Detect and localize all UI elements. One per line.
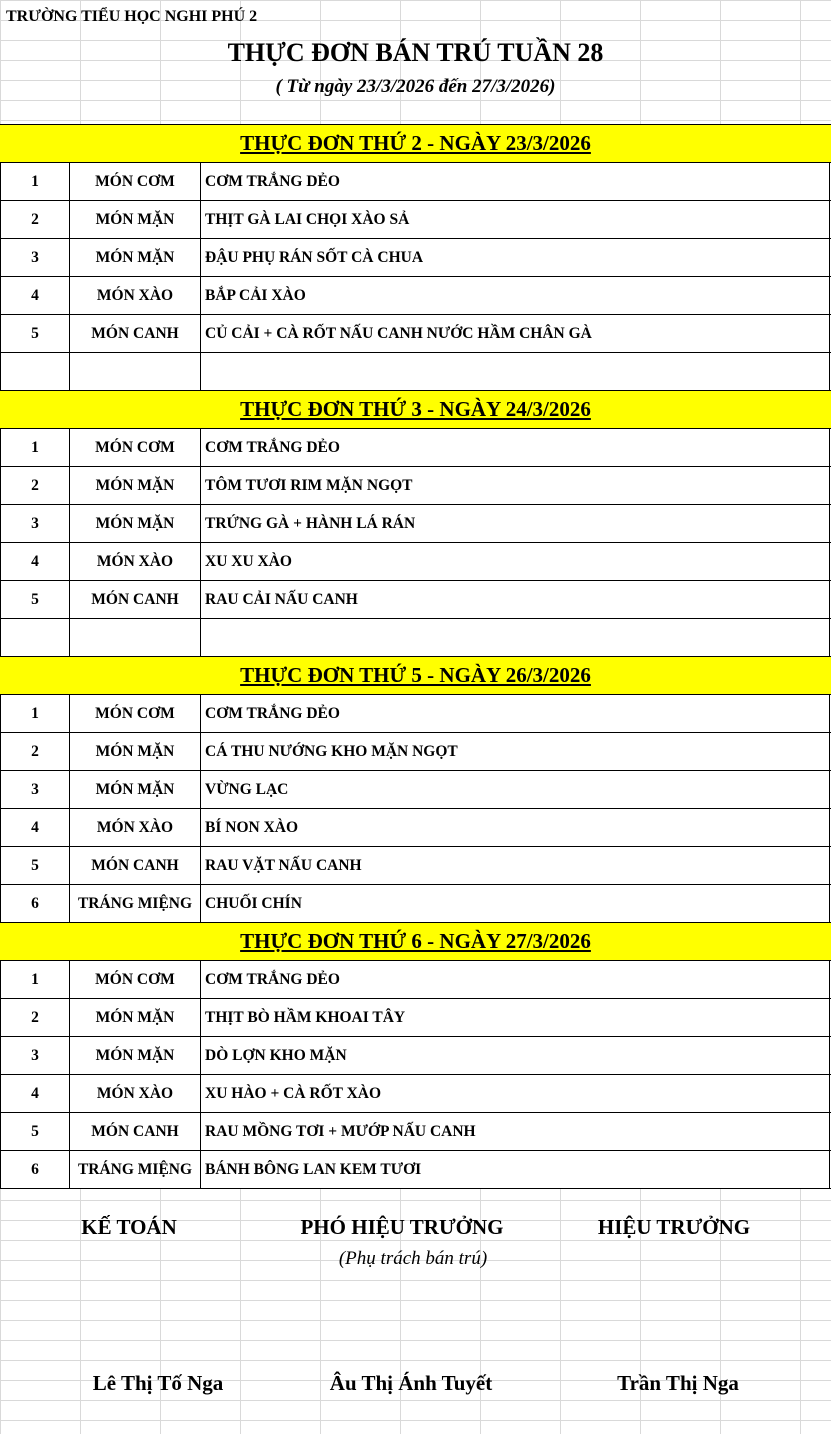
table-row [0, 314, 831, 352]
row-number: 1 [0, 163, 70, 200]
dish-name: RAU MỒNG TƠI + MƯỚP NẤU CANH [201, 1113, 830, 1150]
signature-title-principal: HIỆU TRƯỞNG [597, 1215, 751, 1239]
row-number: 2 [0, 733, 70, 770]
table-row [0, 1074, 831, 1112]
row-number: 2 [0, 999, 70, 1036]
dish-type: MÓN CƠM [70, 163, 201, 200]
dish-type: TRÁNG MIỆNG [70, 1151, 201, 1188]
dish-type: MÓN CƠM [70, 961, 201, 998]
table-row [0, 542, 831, 580]
dish-name: BÍ NON XÀO [201, 809, 830, 846]
row-number: 6 [0, 885, 70, 922]
dish-name: CỦ CẢI + CÀ RỐT NẤU CANH NƯỚC HẦM CHÂN GÀ [201, 315, 830, 352]
dish-name: VỪNG LẠC [201, 771, 830, 808]
row-number: 3 [0, 1037, 70, 1074]
table-row [0, 808, 831, 846]
day-heading: THỰC ĐƠN THỨ 3 - NGÀY 24/3/2026 [0, 390, 831, 428]
table-row [0, 1036, 831, 1074]
signature-name-accountant: Lê Thị Tố Nga [92, 1371, 224, 1395]
dish-type: MÓN CANH [70, 847, 201, 884]
dish-name: CÁ THU NƯỚNG KHO MẶN NGỌT [201, 733, 830, 770]
row-number: 1 [0, 961, 70, 998]
day-heading: THỰC ĐƠN THỨ 5 - NGÀY 26/3/2026 [0, 656, 831, 694]
row-number: 1 [0, 429, 70, 466]
signature-title-accountant: KẾ TOÁN [81, 1215, 177, 1239]
school-name: TRƯỜNG TIỂU HỌC NGHI PHÚ 2 [6, 8, 258, 25]
table-row [0, 428, 831, 466]
table-row [0, 846, 831, 884]
signature-title-vice-principal: PHÓ HIỆU TRƯỞNG [300, 1215, 504, 1239]
date-range-subtitle: ( Từ ngày 23/3/2026 đến 27/3/2026) [275, 76, 556, 97]
row-number: 5 [0, 1113, 70, 1150]
day-heading: THỰC ĐƠN THỨ 6 - NGÀY 27/3/2026 [0, 922, 831, 960]
dish-name [201, 353, 830, 390]
table-row [0, 466, 831, 504]
table-row [0, 694, 831, 732]
dish-name: TÔM TƯƠI RIM MẶN NGỌT [201, 467, 830, 504]
dish-name: RAU VẶT NẤU CANH [201, 847, 830, 884]
menu-table [0, 124, 831, 1189]
row-number: 4 [0, 809, 70, 846]
dish-type: MÓN MẶN [70, 239, 201, 276]
dish-type: MÓN CANH [70, 315, 201, 352]
table-bottom-border [0, 1188, 831, 1189]
row-number: 3 [0, 239, 70, 276]
dish-type: MÓN MẶN [70, 999, 201, 1036]
row-number [0, 353, 70, 390]
dish-name: THỊT GÀ LAI CHỌI XÀO SẢ [201, 201, 830, 238]
dish-name: THỊT BÒ HẦM KHOAI TÂY [201, 999, 830, 1036]
dish-type: MÓN CANH [70, 1113, 201, 1150]
table-row [0, 200, 831, 238]
dish-type: MÓN XÀO [70, 1075, 201, 1112]
dish-type: MÓN CƠM [70, 429, 201, 466]
table-row [0, 162, 831, 200]
row-number: 3 [0, 505, 70, 542]
table-row [0, 504, 831, 542]
dish-type: MÓN XÀO [70, 809, 201, 846]
dish-name [201, 619, 830, 656]
table-row [0, 770, 831, 808]
row-number: 4 [0, 543, 70, 580]
row-number [0, 619, 70, 656]
signature-titles [0, 1215, 831, 1245]
dish-type: MÓN MẶN [70, 733, 201, 770]
dish-type: MÓN MẶN [70, 505, 201, 542]
dish-type: MÓN MẶN [70, 771, 201, 808]
row-number: 5 [0, 847, 70, 884]
dish-name: XU HÀO + CÀ RỐT XÀO [201, 1075, 830, 1112]
dish-name: CƠM TRẮNG DẺO [201, 695, 830, 732]
signature-name-vice-principal: Âu Thị Ánh Tuyết [329, 1371, 493, 1395]
dish-name: DÒ LỢN KHO MẶN [201, 1037, 830, 1074]
table-row [0, 238, 831, 276]
dish-type: TRÁNG MIỆNG [70, 885, 201, 922]
row-number: 6 [0, 1151, 70, 1188]
dish-name: BẮP CẢI XÀO [201, 277, 830, 314]
dish-type: MÓN XÀO [70, 543, 201, 580]
dish-type [70, 619, 201, 656]
dish-type: MÓN MẶN [70, 201, 201, 238]
dish-name: CƠM TRẮNG DẺO [201, 429, 830, 466]
dish-type: MÓN MẶN [70, 467, 201, 504]
row-number: 5 [0, 581, 70, 618]
dish-type: MÓN CƠM [70, 695, 201, 732]
table-row [0, 998, 831, 1036]
dish-type: MÓN MẶN [70, 1037, 201, 1074]
dish-name: CƠM TRẮNG DẺO [201, 961, 830, 998]
table-row [0, 352, 831, 390]
row-number: 4 [0, 1075, 70, 1112]
table-row [0, 884, 831, 922]
row-number: 2 [0, 201, 70, 238]
dish-name: ĐẬU PHỤ RÁN SỐT CÀ CHUA [201, 239, 830, 276]
dish-type: MÓN CANH [70, 581, 201, 618]
day-heading: THỰC ĐƠN THỨ 2 - NGÀY 23/3/2026 [0, 124, 831, 162]
dish-name: CƠM TRẮNG DẺO [201, 163, 830, 200]
table-row [0, 618, 831, 656]
row-number: 1 [0, 695, 70, 732]
table-row [0, 1150, 831, 1188]
row-number: 2 [0, 467, 70, 504]
table-row [0, 580, 831, 618]
page-title: THỰC ĐƠN BÁN TRÚ TUẦN 28 [227, 38, 604, 67]
dish-name: TRỨNG GÀ + HÀNH LÁ RÁN [201, 505, 830, 542]
dish-name: CHUỐI CHÍN [201, 885, 830, 922]
dish-name: XU XU XÀO [201, 543, 830, 580]
table-row [0, 732, 831, 770]
dish-type: MÓN XÀO [70, 277, 201, 314]
dish-name: RAU CẢI NẤU CANH [201, 581, 830, 618]
table-row [0, 960, 831, 998]
signature-names [0, 1371, 831, 1401]
signature-note: (Phụ trách bán trú) [338, 1248, 488, 1269]
table-row [0, 1112, 831, 1150]
dish-name: BÁNH BÔNG LAN KEM TƯƠI [201, 1151, 830, 1188]
table-row [0, 276, 831, 314]
dish-type [70, 353, 201, 390]
row-number: 3 [0, 771, 70, 808]
row-number: 4 [0, 277, 70, 314]
row-number: 5 [0, 315, 70, 352]
signature-name-principal: Trần Thị Nga [617, 1371, 739, 1395]
